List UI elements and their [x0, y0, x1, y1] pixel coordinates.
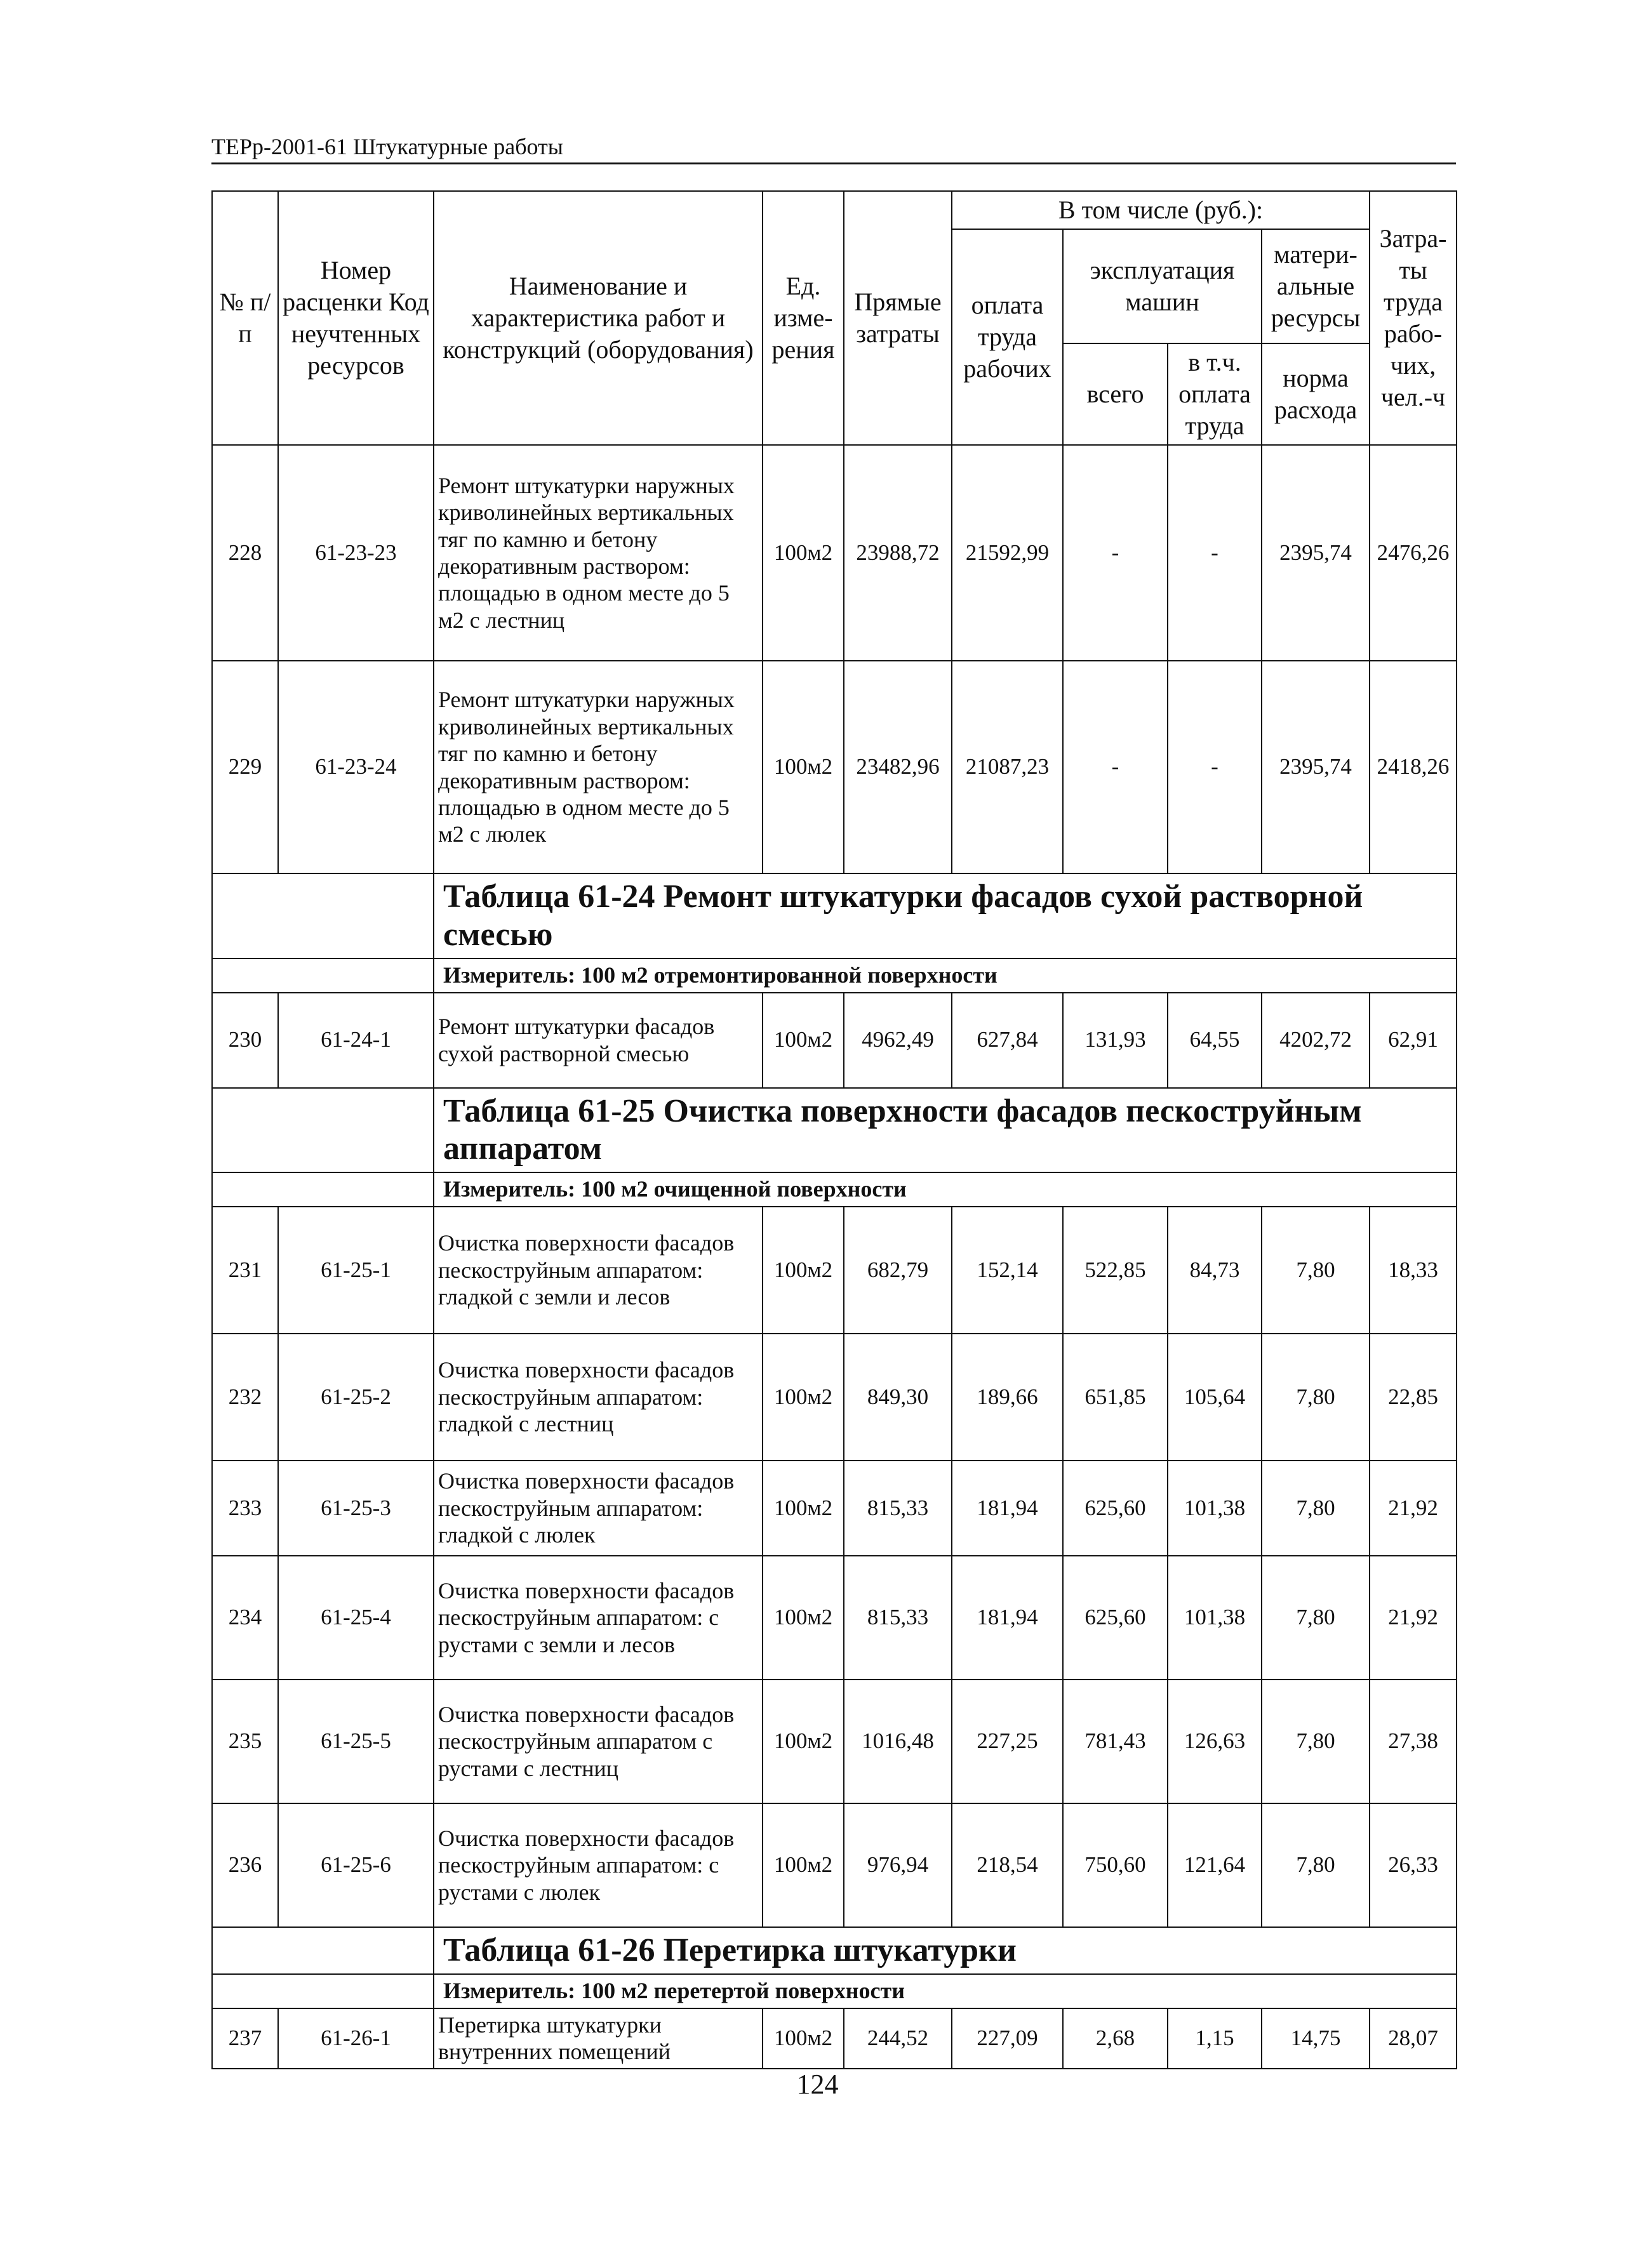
row-num: 228 — [212, 445, 278, 661]
labor-hours: 2476,26 — [1370, 445, 1457, 661]
col-machines-pay-header: в т.ч. оплата труда — [1168, 343, 1262, 445]
col-unit-header: Ед. изме-рения — [763, 191, 844, 445]
direct-cost: 1016,48 — [844, 1680, 952, 1803]
col-materials-norm-header: норма расхода — [1262, 343, 1370, 445]
labor-pay: 218,54 — [952, 1803, 1063, 1927]
section-title: Таблица 61-26 Перетирка штукатурки — [434, 1927, 1457, 1974]
machines-total: 2,68 — [1063, 2008, 1168, 2069]
unit: 100м2 — [763, 1207, 844, 1334]
materials: 2395,74 — [1262, 661, 1370, 873]
machines-pay: 84,73 — [1168, 1207, 1262, 1334]
labor-hours: 62,91 — [1370, 993, 1457, 1088]
table-row — [212, 2008, 1457, 2069]
row-num: 232 — [212, 1334, 278, 1461]
labor-pay: 181,94 — [952, 1461, 1063, 1556]
machines-total: 625,60 — [1063, 1461, 1168, 1556]
machines-pay: 101,38 — [1168, 1556, 1262, 1680]
labor-hours: 22,85 — [1370, 1334, 1457, 1461]
labor-pay: 627,84 — [952, 993, 1063, 1088]
machines-pay: - — [1168, 445, 1262, 661]
rates-table — [211, 190, 1457, 2069]
rate-code: 61-26-1 — [278, 2008, 434, 2069]
unit-of-measure: Измеритель: 100 м2 перетертой поверхности — [434, 1974, 1457, 2008]
machines-total: 131,93 — [1063, 993, 1168, 1088]
running-header: ТЕРр-2001-61 Штукатурные работы — [211, 133, 1456, 164]
machines-total: 750,60 — [1063, 1803, 1168, 1927]
page-number: 124 — [796, 2069, 839, 2100]
blank-cell — [212, 873, 434, 958]
table-row — [212, 1461, 1457, 1556]
labor-hours: 18,33 — [1370, 1207, 1457, 1334]
work-description: Очистка поверхности фасадов пескоструйным аппаратом: с рустами с люлек — [434, 1803, 763, 1927]
work-description: Ремонт штукатурки фасадов сухой растворной смесью — [434, 993, 763, 1088]
materials: 7,80 — [1262, 1334, 1370, 1461]
machines-pay: 101,38 — [1168, 1461, 1262, 1556]
labor-pay: 227,09 — [952, 2008, 1063, 2069]
table-header — [212, 191, 1457, 445]
materials: 7,80 — [1262, 1461, 1370, 1556]
col-machines-total-header: всего — [1063, 343, 1168, 445]
work-description: Ремонт штукатурки наружных криволинейных вертикальных тяг по камню и бетону декоративным раствором: площадью в одном месте до 5 м2 с люлек — [434, 661, 763, 873]
direct-cost: 976,94 — [844, 1803, 952, 1927]
meter-row — [212, 1172, 1457, 1207]
table-row — [212, 661, 1457, 873]
direct-cost: 815,33 — [844, 1461, 952, 1556]
materials: 7,80 — [1262, 1207, 1370, 1334]
machines-total: 522,85 — [1063, 1207, 1168, 1334]
rate-code: 61-25-1 — [278, 1207, 434, 1334]
rate-code: 61-23-23 — [278, 445, 434, 661]
direct-cost: 244,52 — [844, 2008, 952, 2069]
section-title-row — [212, 1927, 1457, 1974]
labor-pay: 21592,99 — [952, 445, 1063, 661]
blank-cell — [212, 1927, 434, 1974]
labor-hours: 27,38 — [1370, 1680, 1457, 1803]
col-machines-header: эксплуатация машин — [1063, 229, 1262, 343]
table-body — [212, 445, 1457, 2069]
direct-cost: 23482,96 — [844, 661, 952, 873]
labor-pay: 152,14 — [952, 1207, 1063, 1334]
meter-row — [212, 958, 1457, 993]
table-row — [212, 1803, 1457, 1927]
materials: 4202,72 — [1262, 993, 1370, 1088]
unit: 100м2 — [763, 1680, 844, 1803]
machines-total: - — [1063, 661, 1168, 873]
blank-cell — [212, 958, 434, 993]
labor-pay: 189,66 — [952, 1334, 1063, 1461]
labor-hours: 26,33 — [1370, 1803, 1457, 1927]
materials: 14,75 — [1262, 2008, 1370, 2069]
row-num: 236 — [212, 1803, 278, 1927]
machines-pay: 126,63 — [1168, 1680, 1262, 1803]
unit-of-measure: Измеритель: 100 м2 отремонтированной поверхности — [434, 958, 1457, 993]
section-title: Таблица 61-24 Ремонт штукатурки фасадов сухой растворной смесью — [434, 873, 1457, 958]
unit: 100м2 — [763, 1556, 844, 1680]
table-row — [212, 445, 1457, 661]
section-title-row — [212, 1088, 1457, 1173]
meter-row — [212, 1974, 1457, 2008]
col-labor-hours-header: Затра-ты труда рабо-чих, чел.-ч — [1370, 191, 1457, 445]
rate-code: 61-23-24 — [278, 661, 434, 873]
rate-code: 61-24-1 — [278, 993, 434, 1088]
col-including-header: В том числе (руб.): — [952, 191, 1370, 229]
rate-code: 61-25-2 — [278, 1334, 434, 1461]
work-description: Перетирка штукатурки внутренних помещений — [434, 2008, 763, 2069]
rate-code: 61-25-6 — [278, 1803, 434, 1927]
col-direct-header: Прямые затраты — [844, 191, 952, 445]
labor-pay: 227,25 — [952, 1680, 1063, 1803]
section-title: Таблица 61-25 Очистка поверхности фасадов пескоструйным аппаратом — [434, 1088, 1457, 1173]
machines-pay: 121,64 — [1168, 1803, 1262, 1927]
machines-pay: - — [1168, 661, 1262, 873]
labor-hours: 21,92 — [1370, 1556, 1457, 1680]
table-row — [212, 1556, 1457, 1680]
work-description: Очистка поверхности фасадов пескоструйным аппаратом: гладкой с лестниц — [434, 1334, 763, 1461]
work-description: Очистка поверхности фасадов пескоструйным аппаратом: с рустами с земли и лесов — [434, 1556, 763, 1680]
machines-pay: 105,64 — [1168, 1334, 1262, 1461]
machines-total: - — [1063, 445, 1168, 661]
machines-total: 781,43 — [1063, 1680, 1168, 1803]
col-materials-header: матери-альные ресурсы — [1262, 229, 1370, 343]
unit: 100м2 — [763, 1334, 844, 1461]
table-row — [212, 1334, 1457, 1461]
row-num: 237 — [212, 2008, 278, 2069]
work-description: Очистка поверхности фасадов пескоструйным аппаратом с рустами с лестниц — [434, 1680, 763, 1803]
materials: 7,80 — [1262, 1680, 1370, 1803]
row-num: 229 — [212, 661, 278, 873]
direct-cost: 815,33 — [844, 1556, 952, 1680]
unit: 100м2 — [763, 2008, 844, 2069]
section-title-row — [212, 873, 1457, 958]
materials: 2395,74 — [1262, 445, 1370, 661]
direct-cost: 682,79 — [844, 1207, 952, 1334]
work-description: Ремонт штукатурки наружных криволинейных вертикальных тяг по камню и бетону декоративным раствором: площадью в одном месте до 5 м2 с лестниц — [434, 445, 763, 661]
rate-code: 61-25-3 — [278, 1461, 434, 1556]
unit: 100м2 — [763, 445, 844, 661]
row-num: 230 — [212, 993, 278, 1088]
materials: 7,80 — [1262, 1803, 1370, 1927]
blank-cell — [212, 1172, 434, 1207]
col-num-header: № п/п — [212, 191, 278, 445]
col-code-header: Номер расценки Код неучтенных ресурсов — [278, 191, 434, 445]
col-name-header: Наименование и характеристика работ и конструкций (оборудования) — [434, 191, 763, 445]
table-row — [212, 1207, 1457, 1334]
unit: 100м2 — [763, 1461, 844, 1556]
row-num: 234 — [212, 1556, 278, 1680]
unit: 100м2 — [763, 1803, 844, 1927]
rate-code: 61-25-5 — [278, 1680, 434, 1803]
machines-total: 625,60 — [1063, 1556, 1168, 1680]
unit: 100м2 — [763, 993, 844, 1088]
row-num: 231 — [212, 1207, 278, 1334]
machines-total: 651,85 — [1063, 1334, 1168, 1461]
rate-code: 61-25-4 — [278, 1556, 434, 1680]
blank-cell — [212, 1088, 434, 1173]
row-num: 235 — [212, 1680, 278, 1803]
labor-hours: 28,07 — [1370, 2008, 1457, 2069]
row-num: 233 — [212, 1461, 278, 1556]
labor-hours: 21,92 — [1370, 1461, 1457, 1556]
table-row — [212, 1680, 1457, 1803]
labor-pay: 21087,23 — [952, 661, 1063, 873]
labor-hours: 2418,26 — [1370, 661, 1457, 873]
materials: 7,80 — [1262, 1556, 1370, 1680]
table-row — [212, 993, 1457, 1088]
direct-cost: 849,30 — [844, 1334, 952, 1461]
machines-pay: 1,15 — [1168, 2008, 1262, 2069]
direct-cost: 4962,49 — [844, 993, 952, 1088]
unit: 100м2 — [763, 661, 844, 873]
direct-cost: 23988,72 — [844, 445, 952, 661]
col-labor-pay-header: оплата труда рабочих — [952, 229, 1063, 445]
unit-of-measure: Измеритель: 100 м2 очищенной поверхности — [434, 1172, 1457, 1207]
work-description: Очистка поверхности фасадов пескоструйным аппаратом: гладкой с земли и лесов — [434, 1207, 763, 1334]
machines-pay: 64,55 — [1168, 993, 1262, 1088]
work-description: Очистка поверхности фасадов пескоструйным аппаратом: гладкой с люлек — [434, 1461, 763, 1556]
blank-cell — [212, 1974, 434, 2008]
labor-pay: 181,94 — [952, 1556, 1063, 1680]
